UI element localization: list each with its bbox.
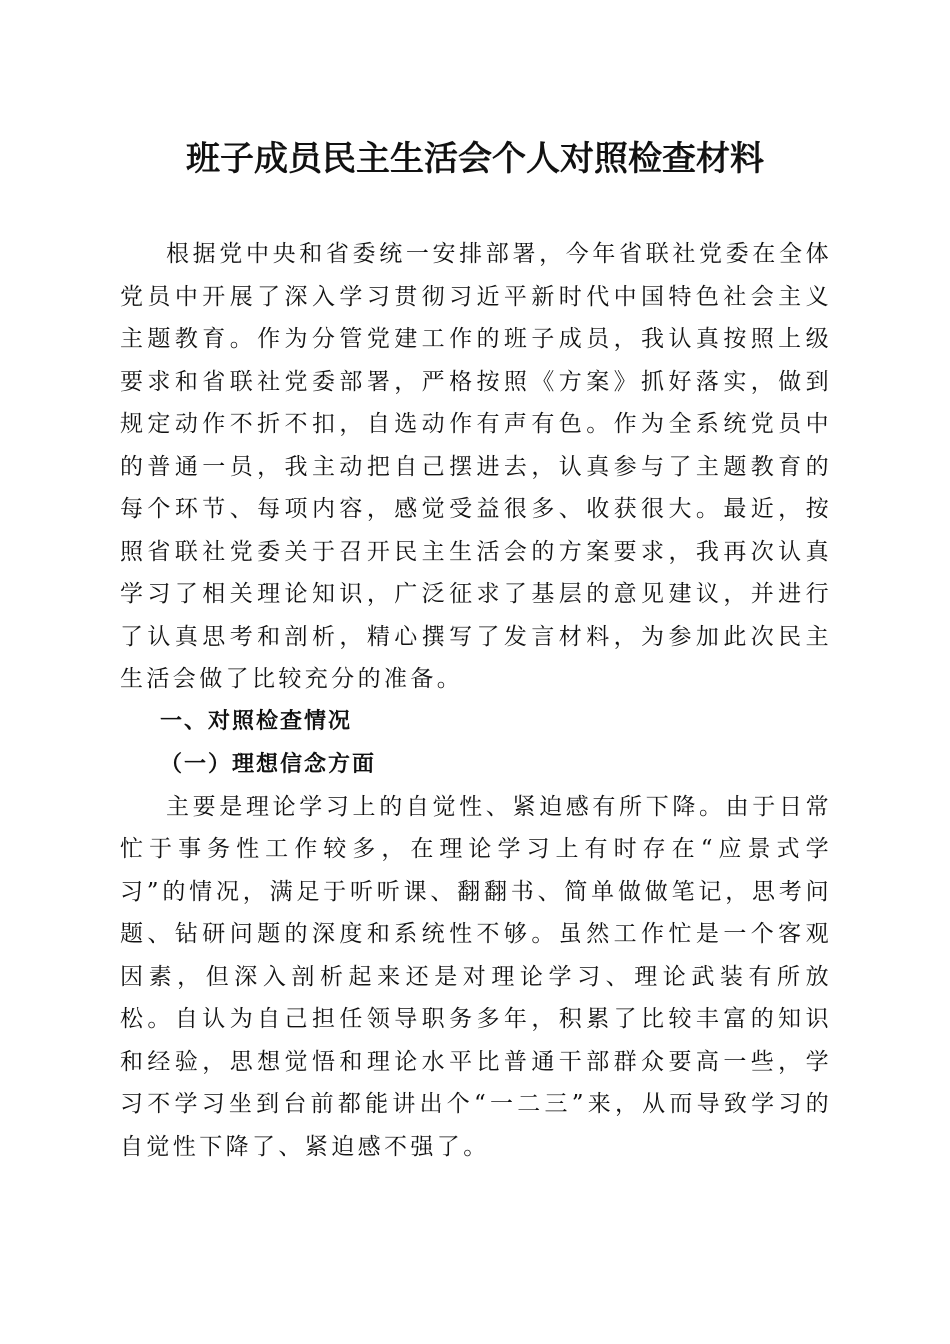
section-heading-1: 一、对照检查情况 <box>160 708 353 734</box>
document-body <box>120 233 832 1168</box>
subsection-paragraph-1: 主要是理论学习上的自觉性、紧迫感有所下降。由于日常忙于事务性工作较多，在理论学习上有时存在“应景式学习”的情况，满足于听听课、翻翻书、简单做做笔记，思考问题、钻研问题的深度和系统性不够。虽然工作忙是一个客观因素，但深入剖析起来还是对理论学习、理论武装有所放松。自认为自己担任领导职务多年，积累了比较丰富的知识和经验，思想觉悟和理论水平比普通干部群众要高一些，学习不学习坐到台前都能讲出个“一二三”来，从而导致学习的自觉性下降了、紧迫感不强了。 <box>120 793 832 1160</box>
intro-paragraph: 根据党中央和省委统一安排部署，今年省联社党委在全体党员中开展了深入学习贯彻习近平新时代中国特色社会主义主题教育。作为分管党建工作的班子成员，我认真按照上级要求和省联社党委部署，严格按照《方案》抓好落实，做到规定动作不折不扣，自选动作有声有色。作为全系统党员中的普通一员，我主动把自己摆进去，认真参与了主题教育的每个环节、每项内容，感觉受益很多、收获很大。最近，按照省联社党委关于召开民主生活会的方案要求，我再次认真学习了相关理论知识，广泛征求了基层的意见建议，并进行了认真思考和剖析，精心撰写了发言材料，为参加此次民主生活会做了比较充分的准备。 <box>120 241 832 692</box>
document-title: 班子成员民主生活会个人对照检查材料 <box>186 139 764 179</box>
subsection-heading-1: （一）理想信念方面 <box>160 751 377 777</box>
